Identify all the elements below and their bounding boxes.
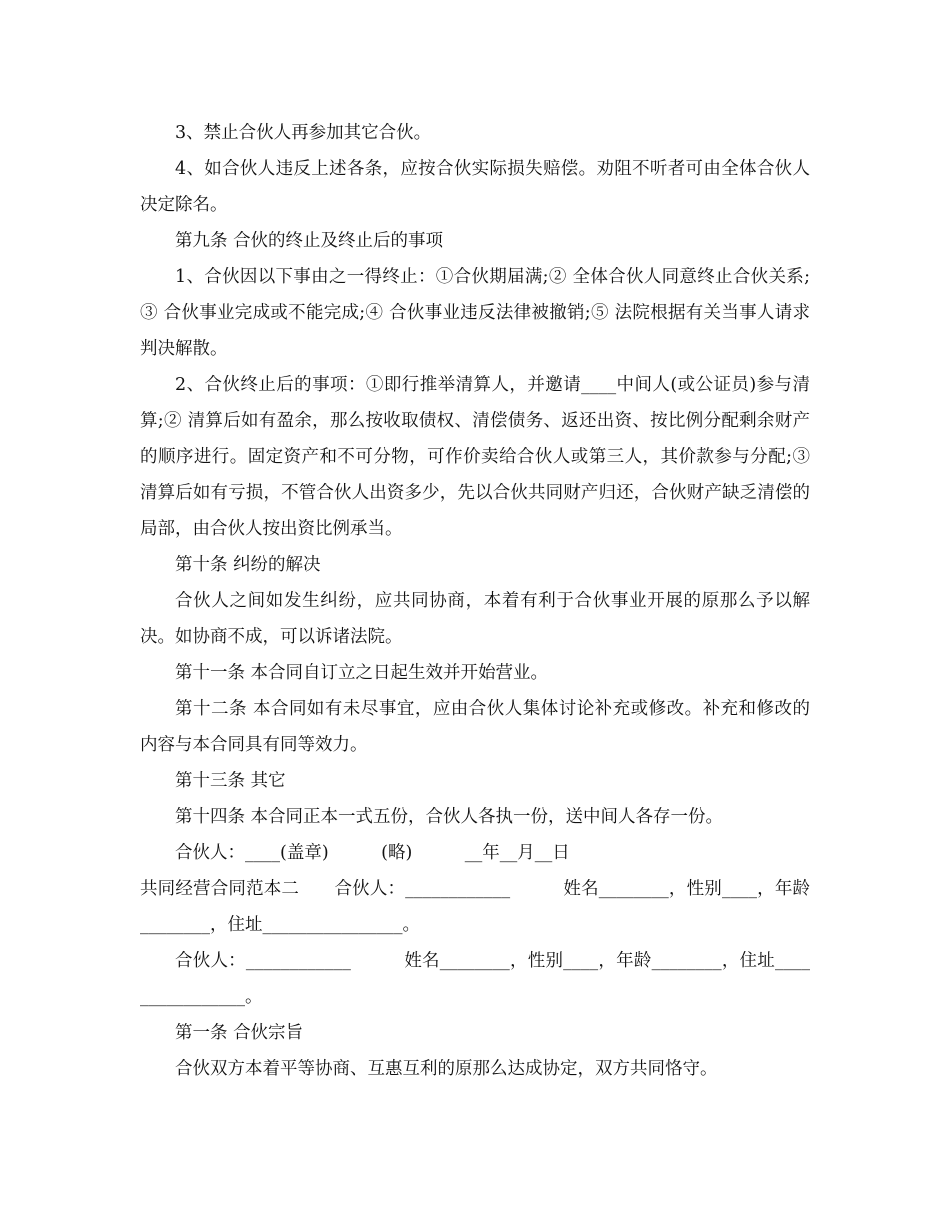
article-14: 第十四条 本合同正本一式五份，合伙人各执一份，送中间人各存一份。 (175, 807, 724, 827)
clause-8-item-4: 4、如合伙人违反上述各条，应按合伙实际损失赔偿。劝阻不听者可由全体合伙人决定除名。 (140, 159, 810, 215)
article-13: 第十三条 其它 (175, 771, 286, 791)
template-two-partner-2: 合伙人：____________ 姓名________，性别____，年龄________，住址________________。 (140, 951, 810, 1007)
article-10-body: 合伙人之间如发生纠纷，应共同协商，本着有利于合伙事业开展的原那么予以解决。如协商不成，可以诉诸法院。 (140, 591, 810, 647)
article-1-heading: 第一条 合伙宗旨 (175, 1023, 304, 1043)
article-9-heading: 第九条 合伙的终止及终止后的事项 (175, 231, 444, 251)
article-10-heading: 第十条 纠纷的解决 (175, 555, 321, 575)
clause-8-item-3: 3、禁止合伙人再参加其它合伙。 (175, 123, 432, 143)
clause-9-item-1: 1、合伙因以下事由之一得终止：①合伙期届满;② 全体合伙人同意终止合伙关系;③ 合伙事业完成或不能完成;④ 合伙事业违反法律被撤销;⑤ 法院根据有关当事人请求判决解散。 (140, 267, 810, 359)
article-11: 第十一条 本合同自订立之日起生效并开始营业。 (175, 663, 549, 683)
article-1-body: 合伙双方本着平等协商、互惠互利的原那么达成协定，双方共同恪守。 (175, 1059, 718, 1079)
document-body (140, 115, 816, 1087)
clause-9-item-2: 2、合伙终止后的事项：①即行推举清算人，并邀请____中间人(或公证员)参与清算;② 清算后如有盈余，那么按收取债权、清偿债务、返还出资、按比例分配剩余财产的顺序进行。固定资产和不可分物，可作价卖给合伙人或第三人，其价款参与分配;③ 清算后如有亏损，不管合伙人出资多少，先以合伙共同财产归还，合伙财产缺乏清偿的局部，由合伙人按出资比例承当。 (140, 375, 816, 539)
signature-line: 合伙人：____(盖章) (略) __年__月__日 (175, 843, 570, 863)
template-two-partner-1: 共同经营合同范本二 合伙人：____________ 姓名________，性别____，年龄________，住址________________。 (140, 879, 810, 935)
article-12: 第十二条 本合同如有未尽事宜，应由合伙人集体讨论补充或修改。补充和修改的内容与本合同具有同等效力。 (140, 699, 810, 755)
